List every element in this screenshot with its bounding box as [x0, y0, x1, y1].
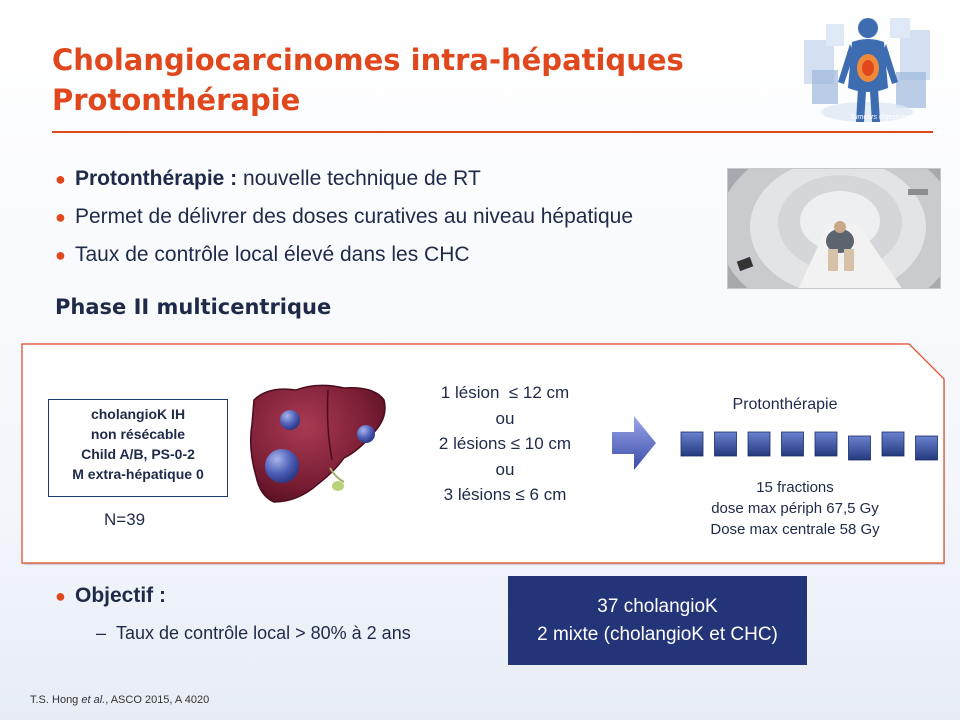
criteria-line: M extra-hépatique 0: [72, 466, 204, 482]
criteria-line: cholangioK IH: [90, 406, 186, 422]
reference-author: T.S. Hong: [30, 694, 82, 706]
tumeurs-digestives-logo: [802, 10, 932, 128]
inclusion-criteria-box: [48, 399, 228, 497]
fraction-square: [849, 436, 871, 460]
lesion-line: ou: [495, 408, 515, 428]
phase-title: Phase II multicentrique: [55, 295, 332, 319]
objective-item: [96, 623, 411, 644]
bullet-bold: Protonthérapie :: [75, 167, 238, 190]
bullet-dot-icon: ●: [55, 169, 66, 189]
dosing-line: dose max périph 67,5 Gy: [711, 500, 879, 517]
fraction-square: [916, 436, 938, 460]
fraction-square: [715, 432, 737, 456]
lesion-criteria: [400, 380, 610, 508]
reference-rest: , ASCO 2015, A 4020: [105, 694, 210, 706]
lesion-line: 2 lésions ≤ 10 cm: [438, 434, 572, 453]
criteria-line: Child A/B, PS-0-2: [81, 446, 195, 462]
bullet-dot-icon: ●: [55, 586, 66, 606]
logo-caption: Tumeurs digestives: [850, 114, 911, 121]
dosing-line: Dose max centrale 58 Gy: [710, 521, 880, 538]
bullet-item: [55, 160, 735, 198]
treatment-label: Protonthérapie: [732, 396, 838, 413]
fraction-square: [681, 432, 703, 456]
title-line-1: Cholangiocarcinomes intra-hépatiques: [52, 43, 684, 77]
fraction-square: [782, 432, 804, 456]
lesion-line: 3 lésions ≤ 6 cm: [443, 485, 567, 504]
result-box: [508, 576, 807, 665]
bullet-dot-icon: ●: [55, 207, 66, 227]
fraction-square: [882, 432, 904, 456]
objective-dash: –: [96, 623, 107, 643]
slide-title: [52, 40, 752, 120]
proton-gantry-photo: [727, 168, 941, 289]
intro-bullets: [55, 160, 735, 274]
title-underline: [52, 131, 933, 133]
dosing-line: 15 fractions: [756, 479, 834, 496]
bullet-text: nouvelle technique de RT: [237, 167, 481, 190]
dosing-info: [680, 477, 910, 540]
criteria-line: non résécable: [90, 426, 186, 442]
objective-heading: [55, 584, 166, 608]
result-line-2: 2 mixte (cholangioK et CHC): [537, 624, 778, 645]
title-line-2: Protonthérapie: [52, 83, 301, 117]
fraction-square: [815, 432, 837, 456]
bullet-text: Taux de contrôle local élevé dans les CHC: [75, 243, 470, 266]
lesion-line: ou: [495, 459, 515, 479]
objective-text: Taux de contrôle local > 80% à 2 ans: [116, 623, 411, 643]
patient-count: N=39: [104, 510, 146, 529]
right-arrow-icon: [612, 416, 656, 470]
bullet-dot-icon: ●: [55, 245, 66, 265]
objective-title: Objectif :: [75, 584, 167, 607]
fraction-square: [748, 432, 770, 456]
liver-icon: [248, 378, 388, 508]
reference-etal: et al.: [81, 694, 106, 706]
reference-citation: [30, 694, 209, 706]
fraction-squares: [680, 430, 940, 466]
result-line-1: 37 cholangioK: [597, 596, 718, 617]
bullet-text: Permet de délivrer des doses curatives au niveau hépatique: [75, 205, 633, 228]
bullet-item: [55, 236, 735, 274]
bullet-item: [55, 198, 735, 236]
lesion-line: 1 lésion ≤ 12 cm: [440, 383, 570, 402]
